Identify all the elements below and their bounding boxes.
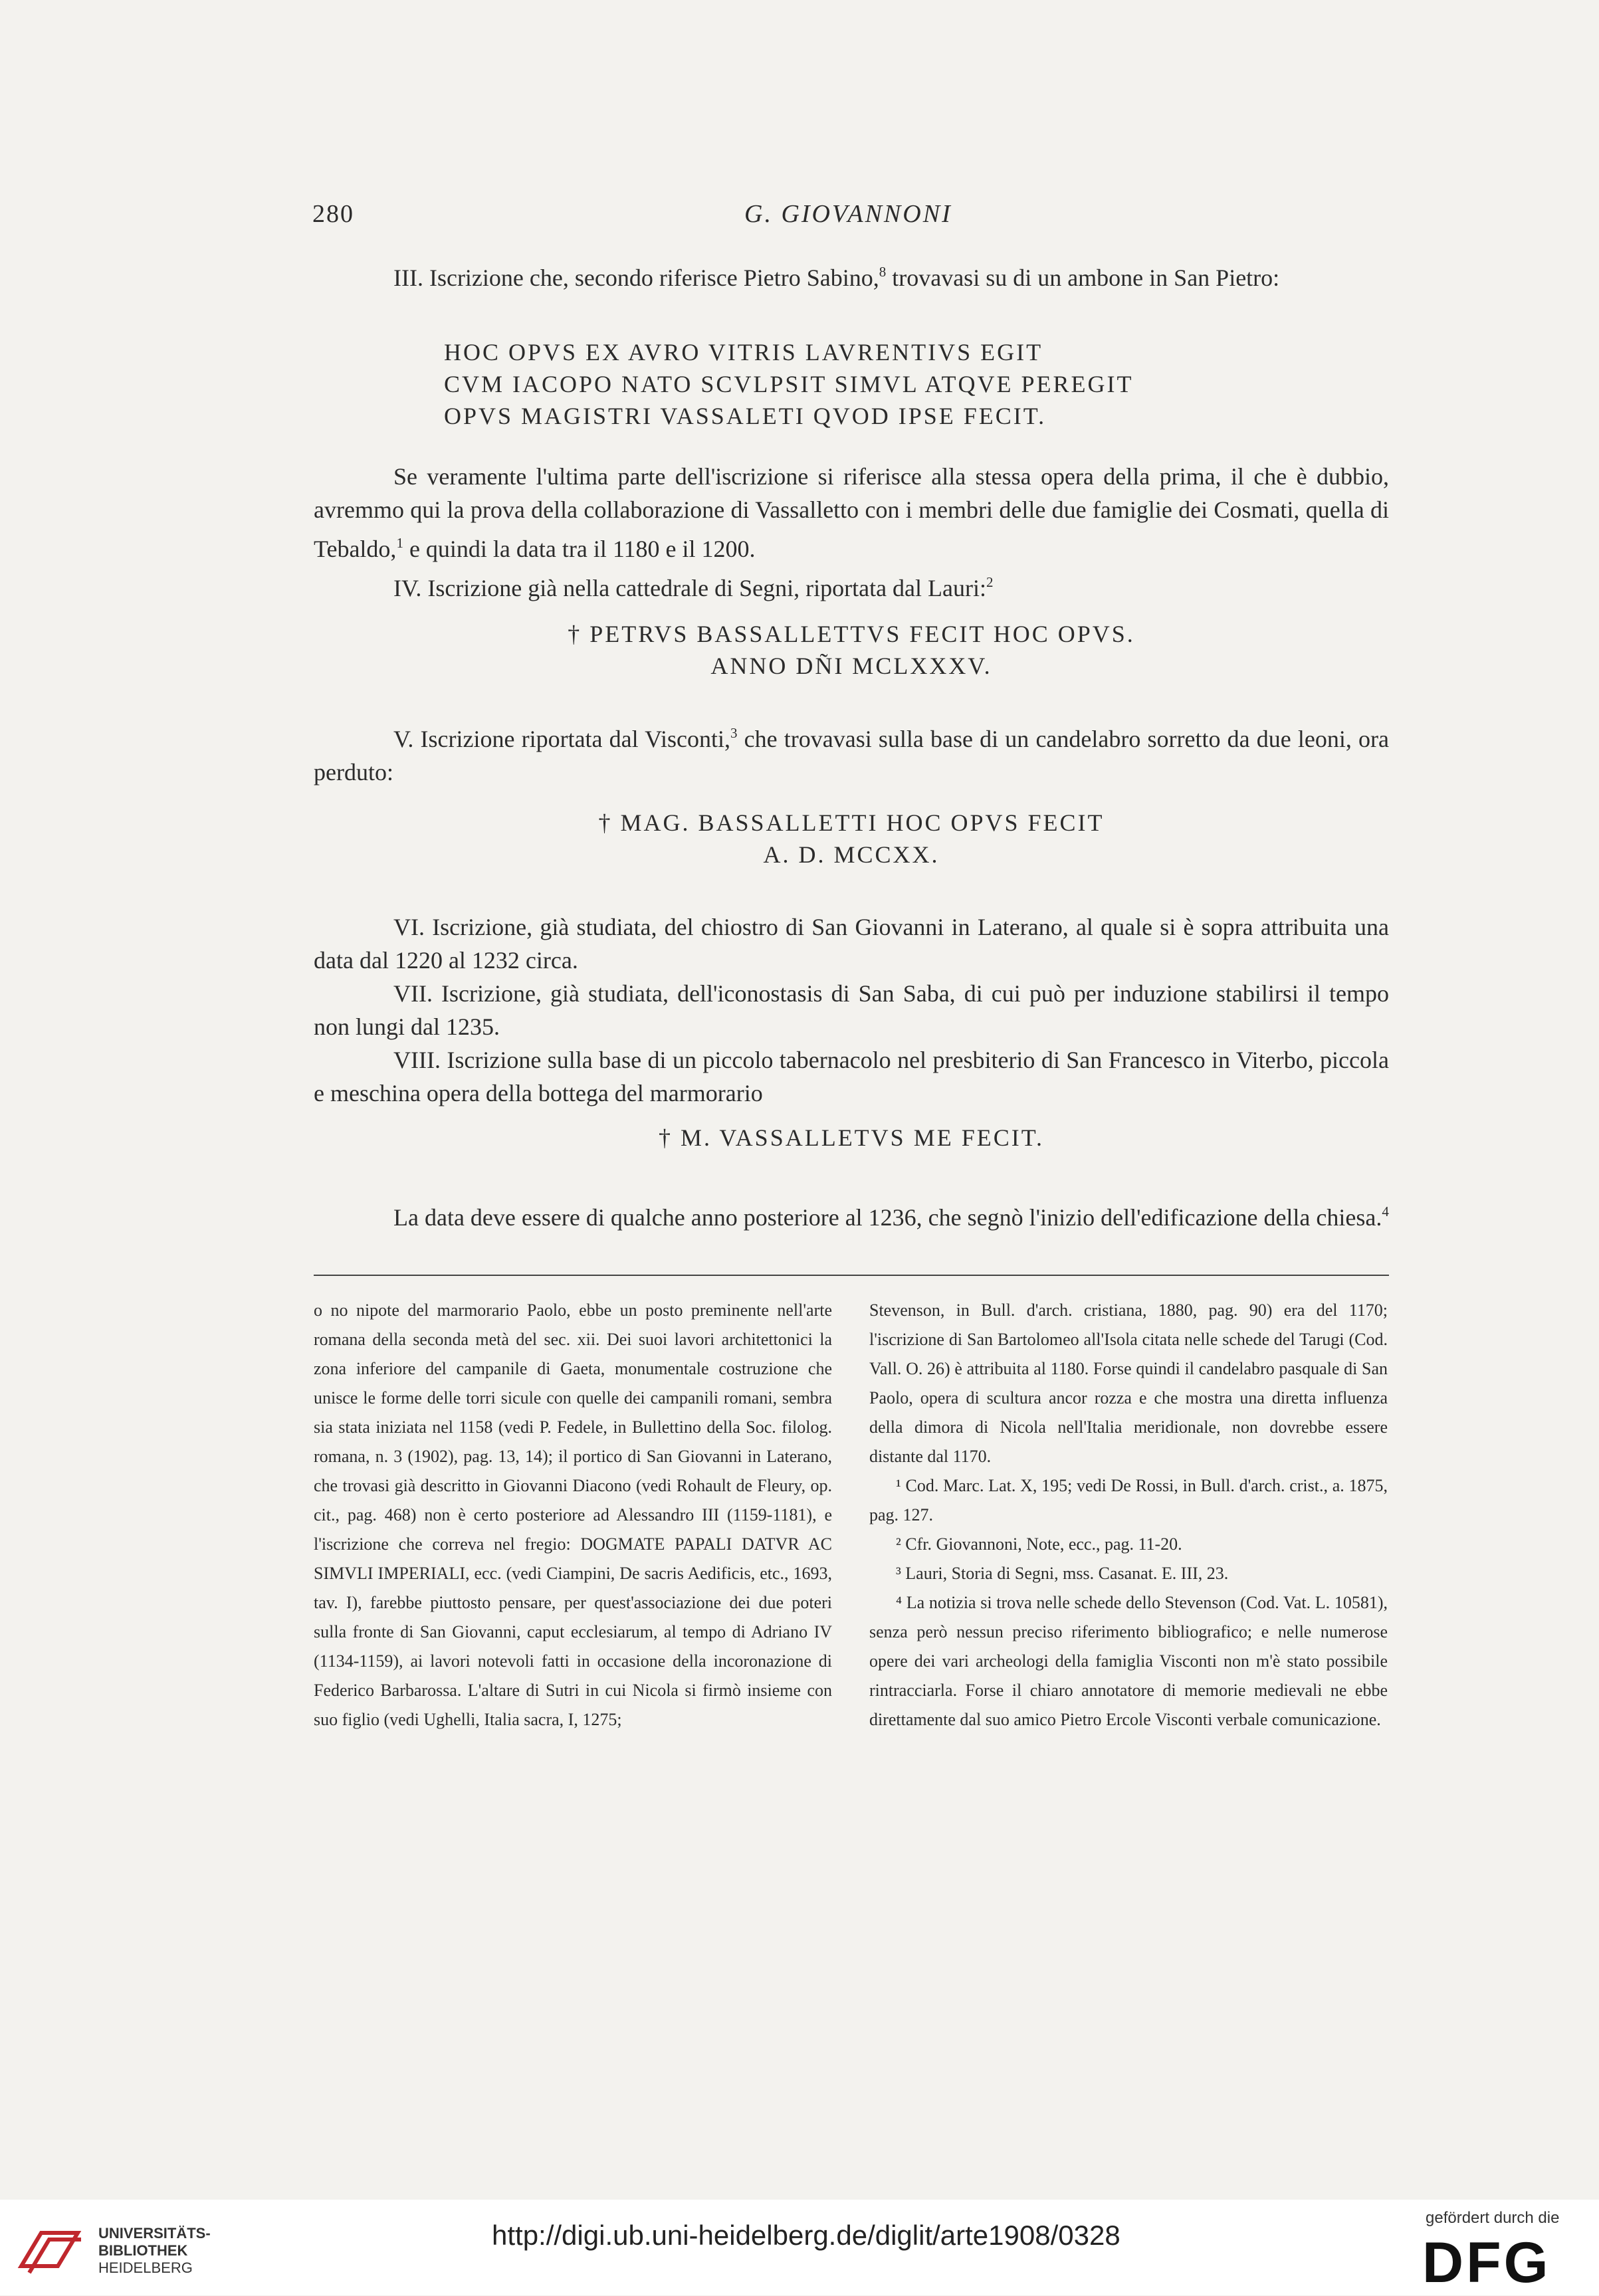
sections-vi-viii <box>314 910 1389 1110</box>
paragraph-data: La data deve essere di qualche anno posteriore al 1236, che segnò l'inizio dell'edificazione della chiesa.$^4$ <box>393 1203 1389 1231</box>
inscription-v: † MAG. BASSALLETTI HOC OPVS FECIT A. D. MCCXX. <box>598 809 1105 868</box>
page-number: 280 <box>312 200 354 228</box>
footnote-1: ¹ Cod. Marc. Lat. X, 195; vedi De Rossi, in Bull. d'arch. crist., a. 1875, pag. 127. <box>869 1476 1388 1524</box>
funding-label: gefördert durch die <box>1426 2209 1560 2227</box>
paragraph-veramente: Se veramente l'ultima parte dell'iscrizione si riferisce alla stessa opera della prima, il che è dubbio, avremmo qui la prova della collaborazione di Vassalletto con i membri delle due famiglie dei Cosmati, quella di Tebaldo,$^1$ e quindi la data tra il 1180 e il 1200. IV. Iscrizione già nella cattedrale di Segni, riportata dal Lauri:$^2$ <box>314 463 1389 601</box>
footnote-ref[interactable]: 1 <box>396 535 403 551</box>
running-head: G. GIOVANNONI <box>744 200 952 228</box>
footnote-2: ² Cfr. Giovannoni, Note, ecc., pag. 11-20. <box>896 1534 1182 1554</box>
inscription-iii: HOC OPVS EX AVRO VITRIS LAVRENTIVS EGIT CVM IACOPO NATO SCVLPSIT SIMVL ATQVE PEREGIT OPVS MAGISTRI VASSALETI QVOD IPSE FECIT. <box>444 339 1134 429</box>
section-viii-paragraph: VIII. Iscrizione sulla base di un piccolo tabernacolo nel presbiterio di San Francesco in Viterbo, piccola e meschina opera della bottega del marmorario <box>314 1047 1389 1106</box>
dfg-logo[interactable]: DFG <box>1422 2231 1551 2295</box>
footer-bar <box>0 2200 1599 2295</box>
footnote-ref[interactable]: 2 <box>986 574 994 590</box>
university-library-logo-icon[interactable] <box>15 2226 88 2279</box>
footnotes-left-column <box>314 1296 832 1734</box>
footnote-continuation: Stevenson, in Bull. d'arch. cristiana, 1880, pag. 90) era del 1170; l'iscrizione di San Bartolomeo all'Isola citata nelle schede del Tarugi (Cod. Vall. O. 26) è attribuita al 1180. Forse quindi il candelabro pasquale di San Paolo, opera di scultura ancor rozza e che mostra una diretta influenza della dimora di Nicola nell'Italia meridionale, non dovrebbe essere distante dal 1170. <box>869 1301 1388 1466</box>
footnotes-right-column <box>869 1296 1388 1734</box>
footnote-divider <box>314 1275 1389 1276</box>
university-library-name: UNIVERSITÄTS- BIBLIOTHEK HEIDELBERG <box>98 2225 211 2276</box>
footnote-4: ⁴ La notizia si trova nelle schede dello Stevenson (Cod. Vat. L. 10581), senza però nessun preciso riferimento bibliografico; e nelle numerose opere dei vari archeologi della famiglia Visconti non m'è stato possibile rintracciarla. Forse il chiaro annotatore di memorie medievali ne ebbe direttamente dal suo amico Pietro Ercole Visconti verbale comunicazione. <box>869 1593 1388 1729</box>
footnote-ref[interactable]: 4 <box>1382 1203 1389 1219</box>
section-vi-paragraph: VI. Iscrizione, già studiata, del chiostro di San Giovanni in Laterano, al quale si è sopra attribuita una data dal 1220 al 1232 circa. <box>314 914 1389 974</box>
footnote-ref[interactable]: 3 <box>730 725 738 741</box>
footnote-3: ³ Lauri, Storia di Segni, mss. Casanat. E. III, 23. <box>896 1564 1229 1583</box>
section-vii-paragraph: VII. Iscrizione, già studiata, dell'iconostasis di San Saba, di cui può per induzione stabilirsi il tempo non lungi dal 1235. <box>314 980 1389 1040</box>
section-iii-paragraph: III. Iscrizione che, secondo riferisce Pietro Sabino,$^8$ trovavasi su di un ambone in San Pietro: <box>393 264 1280 291</box>
footnote-continuation: o no nipote del marmorario Paolo, ebbe un posto preminente nell'arte romana della seconda metà del sec. xii. Dei suoi lavori architettonici la zona inferiore del campanile di Gaeta, monumentale costruzione che unisce le forme delle torri sicule con quelle dei campanili romani, sembra sia stata iniziata nel 1158 (vedi P. Fedele, in Bullettino della Soc. filolog. romana, n. 3 (1902), pag. 13, 14); il portico di San Giovanni in Laterano, che trovasi già descritto in Giovanni Diacono (vedi Rohault de Fleury, op. cit., pag. 468) non è certo posteriore ad Alessandro III (1159-1181), e l'iscrizione che correva nel fregio: DOGMATE PAPALI DATVR AC SIMVLI IMPERIALI, ecc. (vedi Ciampini, De sacris Aedificis, etc., 1693, tav. I), farebbe piuttosto pensare, per quest'associazione dei due poteri sulla fronte di San Giovanni, caput ecclesiarum, al tempo di Adriano IV (1134-1159), ai lavori notevoli fatti in occasione della incoronazione di Federico Barbarossa. L'altare di Sutri in cui Nicola si firmò insieme con suo figlio (vedi Ughelli, Italia sacra, I, 1275; <box>314 1301 832 1729</box>
section-v-paragraph: V. Iscrizione riportata dal Visconti,$^3$ che trovavasi sulla base di un candelabro sorretto da due leoni, ora perduto: <box>314 725 1389 785</box>
document-url-link[interactable]: http://digi.ub.uni-heidelberg.de/diglit/arte1908/0328 <box>492 2220 1120 2251</box>
footnote-ref[interactable]: 8 <box>879 264 887 280</box>
inscription-iv: † PETRVS BASSALLETTVS FECIT HOC OPVS. ANNO DÑI MCLXXXV. <box>568 621 1135 679</box>
inscription-viii: † M. VASSALLETVS ME FECIT. <box>658 1124 1045 1151</box>
